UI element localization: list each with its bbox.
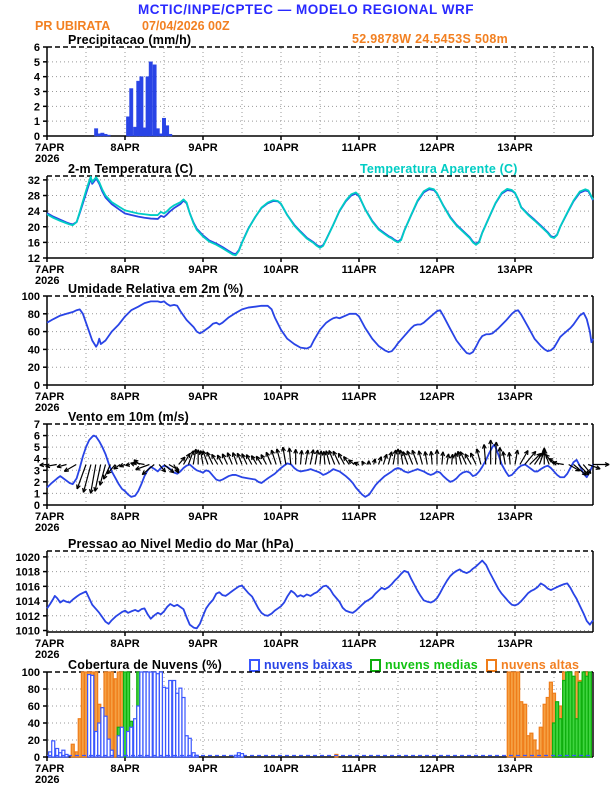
cloud-bar-nuvens-baixas: [169, 681, 172, 758]
panel-5-ytick-label: 20: [27, 735, 40, 747]
panel-5-xtick-label: 13APR: [497, 763, 533, 775]
precipitation-bar: [130, 89, 133, 136]
panel-3-xtick-label: 11APR: [341, 511, 377, 523]
panel-2-xtick-label: 12APR: [419, 391, 455, 403]
panel-5-xtick-label: 10APR: [263, 763, 299, 775]
cloud-bar-nuvens-baixas: [52, 741, 55, 757]
panel-2-ytick-label: 60: [27, 326, 40, 339]
station-coordinates: 52.9878W 24.5453S 508m: [352, 32, 509, 46]
panel-4-ytick-label: 1010: [15, 625, 40, 638]
panel-1-ytick-label: 24: [27, 206, 40, 219]
wind-arrow-head: [418, 451, 419, 455]
precipitation-bar: [107, 135, 110, 136]
panel-0-xtick-label: 11APR: [341, 142, 377, 154]
panel-3-ytick-label: 4: [33, 453, 40, 466]
panel-3-ytick-label: 3: [33, 465, 40, 478]
wind-arrow: [95, 465, 101, 492]
panel-5-ytick-label: 60: [27, 701, 40, 713]
panel-1-xtick-label: 11APR: [341, 264, 377, 276]
panel-1-xtick-label: 12APR: [419, 264, 455, 276]
panel-2-ytick-label: 20: [27, 362, 40, 375]
cloud-bar-nuvens-medias: [559, 719, 562, 757]
wind-arrow-head: [114, 468, 118, 469]
panel-5-ytick-label: 80: [27, 684, 40, 696]
panel-4-ytick-label: 1020: [15, 551, 40, 564]
cloud-bar-nuvens-altas: [539, 727, 542, 757]
wind-arrow-head: [476, 449, 477, 453]
panel-3-ytick-label: 6: [33, 430, 40, 443]
panel-0-xtick-label: 10APR: [263, 142, 299, 154]
panel-title-cloud-cover: Cobertura de Nuvens (%): [68, 658, 222, 672]
panel-0-ytick-label: 4: [33, 71, 40, 84]
precipitation-bar: [153, 65, 156, 136]
panel-2-xtick-label: 13APR: [497, 391, 533, 403]
wind-arrow: [500, 447, 501, 464]
panel-title-apparent-temperature: Temperatura Aparente (C): [360, 162, 518, 176]
run-datetime: 07/04/2026 00Z: [142, 19, 230, 33]
wind-arrow-head: [325, 451, 326, 455]
wind-arrow-head: [256, 456, 257, 460]
panel-4-xtick-label: 12APR: [419, 638, 455, 650]
panel-4-xtick-label: 9APR: [188, 638, 218, 650]
panel-title-precipitation: Precipitacao (mm/h): [68, 33, 192, 47]
panel-4-ytick-label: 1014: [15, 596, 40, 609]
panel-4-year-label: 2026: [35, 649, 60, 661]
panel-0-ytick-label: 2: [33, 101, 40, 114]
cloud-bar-nuvens-baixas: [91, 675, 94, 757]
panel-title-pressure: Pressao ao Nivel Medio do Mar (hPa): [68, 537, 294, 551]
panel-5-xtick-label: 11APR: [341, 763, 377, 775]
panel-5-ytick-label: 100: [21, 667, 40, 679]
panel-2-ytick-label: 80: [27, 308, 40, 321]
panel-0-ytick-label: 3: [33, 86, 40, 99]
panel-0-xtick-label: 12APR: [419, 142, 455, 154]
panel-4-xtick-label: 7APR: [35, 638, 65, 650]
panel-2-xtick-label: 10APR: [263, 391, 299, 403]
panel-1-xtick-label: 8APR: [110, 264, 140, 276]
panel-5-ytick-label: 0: [33, 752, 40, 764]
cloud-bar-nuvens-medias: [578, 682, 581, 757]
panel-0-year-label: 2026: [35, 153, 60, 165]
panel-2-xtick-label: 8APR: [110, 391, 140, 403]
panel-2-xtick-label: 11APR: [341, 391, 377, 403]
panel-1-xtick-label: 10APR: [263, 264, 299, 276]
panel-4-xtick-label: 13APR: [497, 638, 533, 650]
panel-0-xtick-label: 13APR: [497, 142, 533, 154]
panel-1-xtick-label: 7APR: [35, 264, 65, 276]
panel-3-ytick-label: 7: [33, 419, 40, 431]
wind-arrow-head: [424, 451, 425, 455]
panel-1-ytick-label: 16: [27, 237, 40, 250]
panel-4-series-line-0: [47, 561, 593, 629]
panel-5-ytick-label: 40: [27, 718, 40, 730]
cloud-bar-nuvens-altas: [520, 702, 523, 757]
panel-3-ytick-label: 1: [33, 488, 40, 501]
panel-4-ytick-label: 1012: [15, 610, 40, 623]
panel-1-ytick-label: 28: [27, 190, 40, 203]
panel-2-year-label: 2026: [35, 402, 60, 414]
panel-2-ytick-label: 100: [21, 291, 40, 303]
panel-0-ytick-label: 6: [33, 42, 40, 54]
panel-4-ytick-label: 1018: [15, 566, 40, 579]
legend-label-low-clouds: nuvens baixas: [264, 658, 353, 672]
panel-0-ytick-label: 1: [33, 116, 40, 129]
wind-arrow-head: [126, 465, 130, 466]
panel-2-ytick-label: 0: [33, 380, 40, 392]
panel-1-series-line-1: [47, 177, 593, 255]
panel-1-ytick-label: 12: [27, 253, 40, 265]
panel-4-xtick-label: 10APR: [263, 638, 299, 650]
panel-0-xtick-label: 9APR: [188, 142, 218, 154]
panel-2-ytick-label: 40: [27, 344, 40, 357]
legend-label-high-clouds: nuvens altas: [501, 658, 580, 672]
panel-3-ytick-label: 5: [33, 442, 40, 455]
panel-3-xtick-label: 8APR: [110, 511, 140, 523]
wind-arrow: [496, 442, 497, 465]
panel-4-ytick-label: 1016: [15, 581, 40, 594]
panel-3-ytick-label: 0: [33, 500, 40, 512]
panel-3-xtick-label: 10APR: [263, 511, 299, 523]
panel-2-xtick-label: 7APR: [35, 391, 65, 403]
panel-title-humidity: Umidade Relativa em 2m (%): [68, 282, 244, 296]
precipitation-bar: [169, 134, 172, 136]
panel-3-xtick-label: 12APR: [419, 511, 455, 523]
cloud-bar-nuvens-baixas: [188, 738, 191, 757]
panel-4-xtick-label: 11APR: [341, 638, 377, 650]
precipitation-bar: [140, 77, 143, 136]
panel-1-xtick-label: 13APR: [497, 264, 533, 276]
panel-5-xtick-label: 9APR: [188, 763, 218, 775]
wind-arrow-head: [199, 451, 200, 455]
wind-arrow-head: [57, 467, 61, 468]
panel-4-xtick-label: 8APR: [110, 638, 140, 650]
panel-2-xtick-label: 9APR: [188, 391, 218, 403]
wind-arrow-head: [344, 456, 345, 460]
panel-0-xtick-label: 7APR: [35, 142, 65, 154]
panel-1-year-label: 2026: [35, 275, 60, 287]
wind-arrow-head: [457, 451, 458, 455]
panel-5-year-label: 2026: [35, 774, 60, 786]
legend-label-mid-clouds: nuvens medias: [385, 658, 478, 672]
cloud-bar-nuvens-baixas: [130, 727, 133, 757]
precipitation-bar: [149, 62, 152, 136]
cloud-bar-nuvens-baixas: [65, 754, 68, 757]
wind-arrow-head: [271, 450, 272, 454]
panel-3-xtick-label: 7APR: [35, 511, 65, 523]
panel-1-ytick-label: 20: [27, 221, 40, 234]
panel-3-xtick-label: 9APR: [188, 511, 218, 523]
panel-0-ytick-label: 5: [33, 56, 40, 69]
panel-1-xtick-label: 9APR: [188, 264, 218, 276]
page-title: MCTIC/INPE/CPTEC — MODELO REGIONAL WRF: [138, 2, 474, 17]
station-name: PR UBIRATA: [35, 19, 111, 33]
panel-0-ytick-label: 0: [33, 131, 40, 143]
panel-3-year-label: 2026: [35, 522, 60, 534]
panel-5-xtick-label: 12APR: [419, 763, 455, 775]
wind-arrow-head: [282, 447, 283, 451]
panel-title-wind: Vento em 10m (m/s): [68, 410, 190, 424]
panel-1-ytick-label: 32: [27, 174, 40, 187]
panel-3-xtick-label: 13APR: [497, 511, 533, 523]
wind-arrow-head: [502, 451, 503, 455]
panel-title-temperature: 2-m Temperatura (C): [68, 162, 194, 176]
cloud-bar-nuvens-baixas: [120, 727, 123, 757]
panel-0-xtick-label: 8APR: [110, 142, 140, 154]
panel-5-xtick-label: 8APR: [110, 763, 140, 775]
cloud-bar-nuvens-medias: [588, 672, 591, 757]
wind-arrow-head: [276, 449, 277, 453]
panel-5-xtick-label: 7APR: [35, 763, 65, 775]
cloud-bar-nuvens-baixas: [149, 672, 152, 757]
panel-3-ytick-label: 2: [33, 476, 40, 489]
wind-arrow: [77, 465, 86, 489]
